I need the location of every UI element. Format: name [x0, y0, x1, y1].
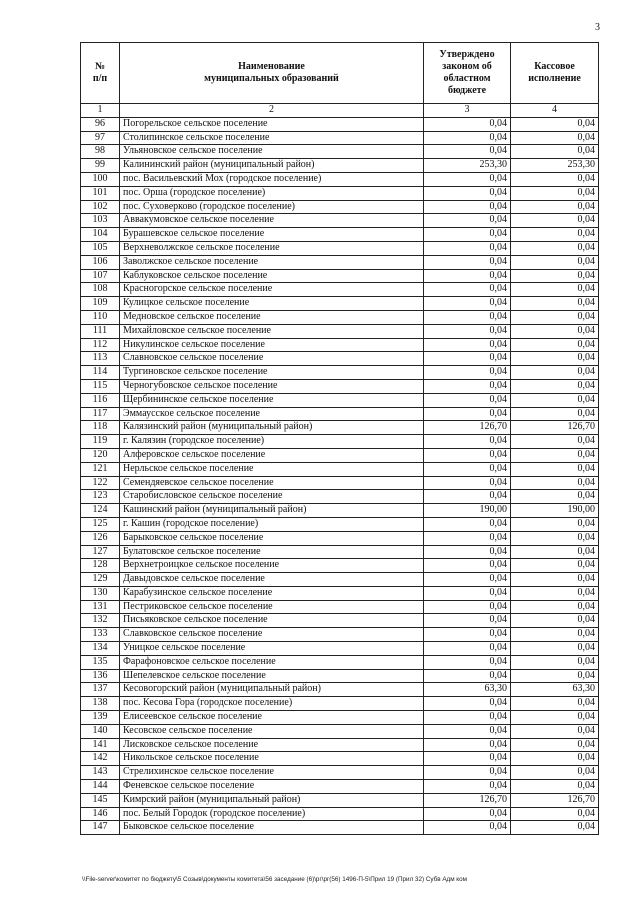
- row-execution: 0,04: [511, 214, 599, 228]
- table-row: [81, 145, 599, 159]
- row-approved: 0,04: [424, 435, 511, 449]
- row-name: Эммаусское сельское поселение: [120, 407, 424, 421]
- column-index: 2: [120, 104, 424, 118]
- row-approved: 0,04: [424, 324, 511, 338]
- row-approved: 0,04: [424, 752, 511, 766]
- row-approved: 0,04: [424, 366, 511, 380]
- row-execution: 0,04: [511, 379, 599, 393]
- table-body: [81, 117, 599, 834]
- row-name: Быковское сельское поселение: [120, 821, 424, 835]
- row-name: пос. Васильевский Мох (городское поселение): [120, 172, 424, 186]
- row-execution: 0,04: [511, 545, 599, 559]
- row-execution: 0,04: [511, 448, 599, 462]
- row-approved: 0,04: [424, 531, 511, 545]
- row-approved: 0,04: [424, 490, 511, 504]
- row-execution: 0,04: [511, 393, 599, 407]
- row-number: 103: [81, 214, 120, 228]
- table-row: [81, 683, 599, 697]
- row-approved: 0,04: [424, 448, 511, 462]
- row-name: Старобисловское сельское поселение: [120, 490, 424, 504]
- row-execution: 0,04: [511, 586, 599, 600]
- row-approved: 253,30: [424, 159, 511, 173]
- row-approved: 190,00: [424, 504, 511, 518]
- row-number: 102: [81, 200, 120, 214]
- row-number: 114: [81, 366, 120, 380]
- row-number: 124: [81, 504, 120, 518]
- row-name: Калининский район (муниципальный район): [120, 159, 424, 173]
- row-approved: 0,04: [424, 117, 511, 131]
- table-row: [81, 200, 599, 214]
- row-name: Тургиновское сельское поселение: [120, 366, 424, 380]
- row-execution: 0,04: [511, 517, 599, 531]
- row-name: Никулинское сельское поселение: [120, 338, 424, 352]
- row-approved: 0,04: [424, 228, 511, 242]
- row-number: 118: [81, 421, 120, 435]
- table-row: [81, 421, 599, 435]
- table-row: [81, 297, 599, 311]
- row-name: Красногорское сельское поселение: [120, 283, 424, 297]
- row-approved: 0,04: [424, 724, 511, 738]
- row-number: 128: [81, 559, 120, 573]
- row-approved: 0,04: [424, 780, 511, 794]
- table-row: [81, 352, 599, 366]
- row-execution: 126,70: [511, 421, 599, 435]
- row-number: 130: [81, 586, 120, 600]
- row-name: Барыковское сельское поселение: [120, 531, 424, 545]
- row-execution: 0,04: [511, 655, 599, 669]
- table-row: [81, 711, 599, 725]
- row-name: Славновское сельское поселение: [120, 352, 424, 366]
- row-execution: 0,04: [511, 228, 599, 242]
- row-execution: 0,04: [511, 490, 599, 504]
- table-row: [81, 766, 599, 780]
- row-number: 137: [81, 683, 120, 697]
- table-row: [81, 407, 599, 421]
- row-approved: 63,30: [424, 683, 511, 697]
- table-row: [81, 269, 599, 283]
- row-approved: 0,04: [424, 462, 511, 476]
- column-index: 4: [511, 104, 599, 118]
- row-number: 101: [81, 186, 120, 200]
- row-number: 125: [81, 517, 120, 531]
- row-name: Медновское сельское поселение: [120, 310, 424, 324]
- row-execution: 0,04: [511, 642, 599, 656]
- row-approved: 0,04: [424, 545, 511, 559]
- table-row: [81, 531, 599, 545]
- row-name: Пестриковское сельское поселение: [120, 600, 424, 614]
- table-row: [81, 172, 599, 186]
- row-number: 115: [81, 379, 120, 393]
- row-execution: 0,04: [511, 131, 599, 145]
- table-row: [81, 117, 599, 131]
- row-number: 99: [81, 159, 120, 173]
- row-approved: 0,04: [424, 697, 511, 711]
- row-execution: 0,04: [511, 476, 599, 490]
- row-execution: 0,04: [511, 531, 599, 545]
- table-row: [81, 324, 599, 338]
- row-execution: 0,04: [511, 407, 599, 421]
- table-row: [81, 517, 599, 531]
- row-name: Аввакумовское сельское поселение: [120, 214, 424, 228]
- row-execution: 0,04: [511, 724, 599, 738]
- row-execution: 190,00: [511, 504, 599, 518]
- row-name: Щербининское сельское поселение: [120, 393, 424, 407]
- row-name: Каблуковское сельское поселение: [120, 269, 424, 283]
- table-row: [81, 241, 599, 255]
- row-execution: 0,04: [511, 600, 599, 614]
- table-row: [81, 793, 599, 807]
- row-execution: 0,04: [511, 310, 599, 324]
- row-approved: 0,04: [424, 297, 511, 311]
- row-name: Кесовогорский район (муниципальный район): [120, 683, 424, 697]
- page-number: 3: [595, 22, 600, 33]
- row-name: Погорельское сельское поселение: [120, 117, 424, 131]
- row-execution: 0,04: [511, 766, 599, 780]
- row-number: 133: [81, 628, 120, 642]
- table-row: [81, 614, 599, 628]
- row-number: 108: [81, 283, 120, 297]
- row-execution: 0,04: [511, 614, 599, 628]
- row-approved: 0,04: [424, 255, 511, 269]
- row-number: 127: [81, 545, 120, 559]
- table-row: [81, 393, 599, 407]
- row-execution: 0,04: [511, 573, 599, 587]
- row-name: Кимрский район (муниципальный район): [120, 793, 424, 807]
- row-number: 117: [81, 407, 120, 421]
- row-approved: 0,04: [424, 186, 511, 200]
- row-number: 138: [81, 697, 120, 711]
- row-name: Столипинское сельское поселение: [120, 131, 424, 145]
- row-name: Шепелевское сельское поселение: [120, 669, 424, 683]
- table-row: [81, 476, 599, 490]
- column-index: 3: [424, 104, 511, 118]
- row-execution: 0,04: [511, 352, 599, 366]
- row-number: 97: [81, 131, 120, 145]
- row-number: 106: [81, 255, 120, 269]
- table-row: [81, 738, 599, 752]
- row-name: пос. Кесова Гора (городское поселение): [120, 697, 424, 711]
- table-row: [81, 435, 599, 449]
- row-name: г. Калязин (городское поселение): [120, 435, 424, 449]
- row-execution: 0,04: [511, 255, 599, 269]
- row-number: 105: [81, 241, 120, 255]
- row-execution: 0,04: [511, 669, 599, 683]
- row-approved: 0,04: [424, 283, 511, 297]
- row-execution: 0,04: [511, 711, 599, 725]
- row-number: 100: [81, 172, 120, 186]
- header-execution: Кассовое исполнение: [511, 43, 599, 104]
- row-number: 112: [81, 338, 120, 352]
- row-name: Давыдовское сельское поселение: [120, 573, 424, 587]
- table-row: [81, 807, 599, 821]
- row-name: Карабузинское сельское поселение: [120, 586, 424, 600]
- table-row: [81, 490, 599, 504]
- row-execution: 63,30: [511, 683, 599, 697]
- table-row: [81, 228, 599, 242]
- row-execution: 0,04: [511, 145, 599, 159]
- row-number: 142: [81, 752, 120, 766]
- row-number: 134: [81, 642, 120, 656]
- row-number: 120: [81, 448, 120, 462]
- row-number: 122: [81, 476, 120, 490]
- row-number: 139: [81, 711, 120, 725]
- row-approved: 0,04: [424, 600, 511, 614]
- row-execution: 0,04: [511, 297, 599, 311]
- row-number: 141: [81, 738, 120, 752]
- row-approved: 0,04: [424, 310, 511, 324]
- row-name: пос. Суховерково (городское поселение): [120, 200, 424, 214]
- row-execution: 0,04: [511, 366, 599, 380]
- row-number: 136: [81, 669, 120, 683]
- row-approved: 0,04: [424, 517, 511, 531]
- row-approved: 0,04: [424, 476, 511, 490]
- row-name: пос. Белый Городок (городское поселение): [120, 807, 424, 821]
- row-approved: 0,04: [424, 352, 511, 366]
- table-header-row: [81, 43, 599, 104]
- row-execution: 0,04: [511, 752, 599, 766]
- table-row: [81, 586, 599, 600]
- row-number: 135: [81, 655, 120, 669]
- row-execution: 0,04: [511, 435, 599, 449]
- row-name: Калязинский район (муниципальный район): [120, 421, 424, 435]
- row-name: Никольское сельское поселение: [120, 752, 424, 766]
- table-row: [81, 752, 599, 766]
- row-name: Феневское сельское поселение: [120, 780, 424, 794]
- row-execution: 0,04: [511, 697, 599, 711]
- row-execution: 0,04: [511, 338, 599, 352]
- row-execution: 0,04: [511, 117, 599, 131]
- row-approved: 0,04: [424, 669, 511, 683]
- row-execution: 0,04: [511, 780, 599, 794]
- row-approved: 0,04: [424, 711, 511, 725]
- row-name: Стрелихинское сельское поселение: [120, 766, 424, 780]
- header-name: Наименование муниципальных образований: [120, 43, 424, 104]
- row-name: Ульяновское сельское поселение: [120, 145, 424, 159]
- file-path-footer: \\File-server\комитет по бюджету\5 Созыв\документы комитета\56 заседание (6)\рг\рг(56) 1496-П-5\Прил 19 (Прил 32) Субв Адм ком: [82, 876, 467, 883]
- row-name: Черногубовское сельское поселение: [120, 379, 424, 393]
- row-approved: 126,70: [424, 793, 511, 807]
- row-approved: 126,70: [424, 421, 511, 435]
- row-approved: 0,04: [424, 338, 511, 352]
- row-name: Славковское сельское поселение: [120, 628, 424, 642]
- table-row: [81, 573, 599, 587]
- table-row: [81, 780, 599, 794]
- row-approved: 0,04: [424, 655, 511, 669]
- row-execution: 0,04: [511, 559, 599, 573]
- table-row: [81, 214, 599, 228]
- table-row: [81, 159, 599, 173]
- row-name: Верхнетроицкое сельское поселение: [120, 559, 424, 573]
- row-execution: 0,04: [511, 200, 599, 214]
- row-number: 123: [81, 490, 120, 504]
- table-row: [81, 655, 599, 669]
- row-number: 145: [81, 793, 120, 807]
- row-name: Елисеевское сельское поселение: [120, 711, 424, 725]
- row-name: Кашинский район (муниципальный район): [120, 504, 424, 518]
- row-name: Кесовское сельское поселение: [120, 724, 424, 738]
- row-execution: 0,04: [511, 462, 599, 476]
- row-execution: 0,04: [511, 821, 599, 835]
- header-approved: Утверждено законом об областном бюджете: [424, 43, 511, 104]
- row-number: 111: [81, 324, 120, 338]
- table-row: [81, 310, 599, 324]
- row-execution: 0,04: [511, 283, 599, 297]
- table-row: [81, 366, 599, 380]
- row-name: Михайловское сельское поселение: [120, 324, 424, 338]
- row-approved: 0,04: [424, 269, 511, 283]
- row-number: 143: [81, 766, 120, 780]
- row-number: 116: [81, 393, 120, 407]
- row-approved: 0,04: [424, 766, 511, 780]
- row-name: г. Кашин (городское поселение): [120, 517, 424, 531]
- table-row: [81, 697, 599, 711]
- table-row: [81, 504, 599, 518]
- row-approved: 0,04: [424, 559, 511, 573]
- row-execution: 0,04: [511, 269, 599, 283]
- row-number: 110: [81, 310, 120, 324]
- row-number: 131: [81, 600, 120, 614]
- budget-table: [80, 42, 599, 835]
- table-row: [81, 186, 599, 200]
- row-name: Лисковское сельское поселение: [120, 738, 424, 752]
- row-approved: 0,04: [424, 393, 511, 407]
- table-row: [81, 642, 599, 656]
- table-row: [81, 821, 599, 835]
- row-approved: 0,04: [424, 642, 511, 656]
- row-number: 121: [81, 462, 120, 476]
- row-execution: 126,70: [511, 793, 599, 807]
- row-approved: 0,04: [424, 407, 511, 421]
- row-number: 146: [81, 807, 120, 821]
- row-approved: 0,04: [424, 573, 511, 587]
- row-name: Алферовское сельское поселение: [120, 448, 424, 462]
- row-approved: 0,04: [424, 214, 511, 228]
- row-approved: 0,04: [424, 131, 511, 145]
- column-index-row: [81, 104, 599, 118]
- row-approved: 0,04: [424, 200, 511, 214]
- row-number: 126: [81, 531, 120, 545]
- row-number: 144: [81, 780, 120, 794]
- row-number: 98: [81, 145, 120, 159]
- row-name: пос. Орша (городское поселение): [120, 186, 424, 200]
- row-approved: 0,04: [424, 628, 511, 642]
- row-execution: 0,04: [511, 324, 599, 338]
- column-index: 1: [81, 104, 120, 118]
- table-row: [81, 600, 599, 614]
- row-number: 119: [81, 435, 120, 449]
- row-approved: 0,04: [424, 821, 511, 835]
- row-number: 96: [81, 117, 120, 131]
- row-approved: 0,04: [424, 586, 511, 600]
- row-number: 147: [81, 821, 120, 835]
- table-row: [81, 462, 599, 476]
- row-execution: 0,04: [511, 738, 599, 752]
- row-name: Нерльское сельское поселение: [120, 462, 424, 476]
- row-number: 129: [81, 573, 120, 587]
- row-name: Заволжское сельское поселение: [120, 255, 424, 269]
- row-name: Булатовское сельское поселение: [120, 545, 424, 559]
- table-row: [81, 283, 599, 297]
- row-execution: 0,04: [511, 172, 599, 186]
- header-num: № п/п: [81, 43, 120, 104]
- row-name: Семендяевское сельское поселение: [120, 476, 424, 490]
- row-execution: 0,04: [511, 186, 599, 200]
- row-execution: 253,30: [511, 159, 599, 173]
- table-row: [81, 338, 599, 352]
- row-number: 104: [81, 228, 120, 242]
- row-number: 113: [81, 352, 120, 366]
- row-name: Письяковское сельское поселение: [120, 614, 424, 628]
- row-number: 140: [81, 724, 120, 738]
- row-name: Бурашевское сельское поселение: [120, 228, 424, 242]
- row-number: 107: [81, 269, 120, 283]
- row-number: 109: [81, 297, 120, 311]
- row-approved: 0,04: [424, 807, 511, 821]
- row-approved: 0,04: [424, 172, 511, 186]
- row-name: Верхневолжское сельское поселение: [120, 241, 424, 255]
- row-execution: 0,04: [511, 241, 599, 255]
- row-name: Кулицкое сельское поселение: [120, 297, 424, 311]
- row-approved: 0,04: [424, 241, 511, 255]
- table-row: [81, 724, 599, 738]
- row-number: 132: [81, 614, 120, 628]
- row-approved: 0,04: [424, 738, 511, 752]
- table-row: [81, 628, 599, 642]
- row-execution: 0,04: [511, 807, 599, 821]
- table-row: [81, 545, 599, 559]
- table-row: [81, 559, 599, 573]
- table-row: [81, 669, 599, 683]
- table-row: [81, 448, 599, 462]
- row-name: Фарафоновское сельское поселение: [120, 655, 424, 669]
- row-approved: 0,04: [424, 379, 511, 393]
- table-row: [81, 255, 599, 269]
- row-name: Уницкое сельское поселение: [120, 642, 424, 656]
- row-approved: 0,04: [424, 614, 511, 628]
- row-approved: 0,04: [424, 145, 511, 159]
- table-row: [81, 131, 599, 145]
- row-execution: 0,04: [511, 628, 599, 642]
- table-row: [81, 379, 599, 393]
